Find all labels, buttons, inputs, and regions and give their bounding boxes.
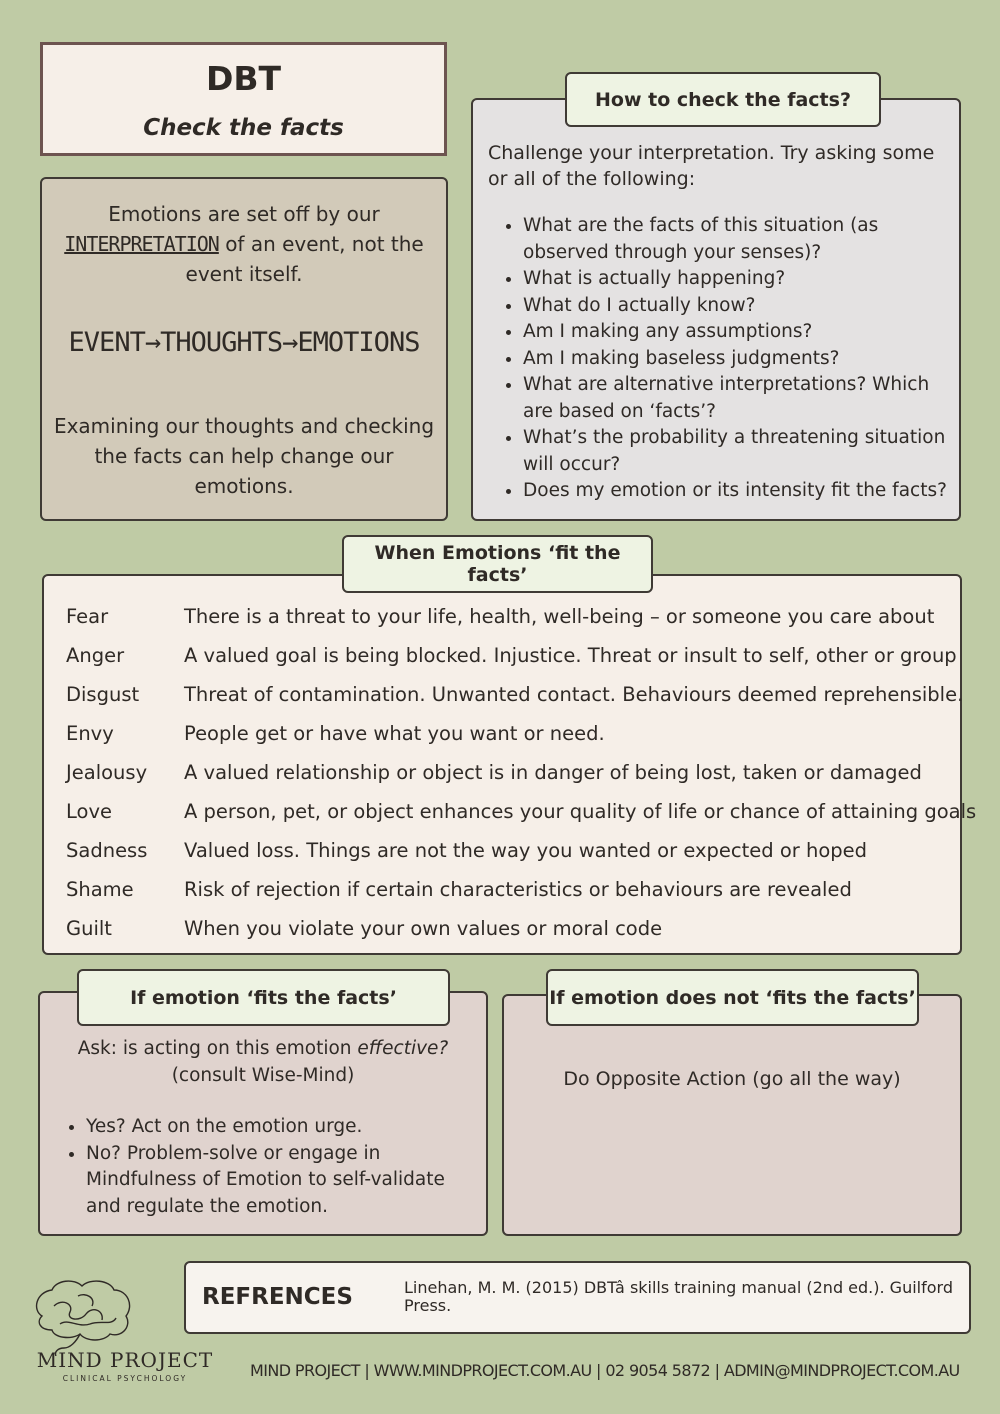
fit-facts-heading: When Emotions ‘fit the facts’ bbox=[342, 535, 653, 593]
intro-box bbox=[40, 177, 448, 521]
table-row bbox=[66, 714, 950, 753]
emotion-name: Shame bbox=[66, 878, 134, 901]
flow-arrow-icon: → bbox=[282, 327, 298, 358]
flow-thoughts: THOUGHTS bbox=[160, 327, 283, 358]
question-list bbox=[501, 213, 947, 505]
table-row bbox=[66, 831, 950, 870]
references-box bbox=[184, 1261, 971, 1334]
mind-project-logo bbox=[30, 1276, 220, 1388]
emotion-name: Jealousy bbox=[66, 761, 148, 784]
question-item: • Am I making baseless judgments? bbox=[523, 346, 947, 373]
references-text: Linehan, M. M. (2015) DBTâ skills training manual (2nd ed.). Guilford Press. bbox=[404, 1278, 953, 1315]
how-to-check-heading: How to check the facts? bbox=[565, 72, 881, 127]
table-row bbox=[66, 597, 950, 636]
intro-paragraph-1 bbox=[52, 199, 436, 289]
table-row bbox=[66, 636, 957, 675]
emotion-name: Guilt bbox=[66, 917, 112, 940]
emotion-name: Sadness bbox=[66, 839, 148, 862]
page-title: DBT bbox=[205, 59, 282, 98]
emotion-description: A valued goal is being blocked. Injustice. Threat or insult to self, other or group bbox=[184, 644, 957, 667]
flow-event: EVENT bbox=[68, 327, 145, 358]
table-row bbox=[66, 870, 950, 909]
question-item: • What’s the probability a threatening situation will occur? bbox=[523, 425, 947, 478]
intro-p1-before: Emotions are set off by our bbox=[108, 202, 380, 226]
question-item: • Am I making any assumptions? bbox=[523, 319, 947, 346]
if-fits-ask bbox=[50, 1035, 476, 1089]
intro-p1-after: of an event, not the event itself. bbox=[185, 232, 424, 286]
footer-contact: MIND PROJECT | WWW.MINDPROJECT.COM.AU | 02 9054 5872 | ADMIN@MINDPROJECT.COM.AU bbox=[250, 1361, 960, 1380]
emotion-description: A person, pet, or object enhances your quality of life or chance of attaining goals bbox=[184, 800, 977, 823]
emotion-description: When you violate your own values or moral code bbox=[184, 917, 663, 940]
emotion-name: Love bbox=[66, 800, 112, 823]
emotion-name: Envy bbox=[66, 722, 114, 745]
table-row bbox=[66, 753, 950, 792]
logo-subtitle: CLINICAL PSYCHOLOGY bbox=[62, 1374, 188, 1383]
interpretation-highlight: INTERPRETATION bbox=[64, 232, 219, 256]
table-row bbox=[66, 909, 950, 948]
intro-paragraph-2: Examining our thoughts and checking the facts can help change our emotions. bbox=[53, 414, 435, 498]
question-item: • What do I actually know? bbox=[523, 293, 947, 320]
how-to-check-box bbox=[471, 98, 961, 521]
list-item: • Yes? Act on the emotion urge. bbox=[86, 1114, 478, 1141]
emotion-description: Threat of contamination. Unwanted contact. Behaviours deemed reprehensible. bbox=[184, 683, 964, 706]
emotion-description: Valued loss. Things are not the way you wanted or expected or hoped bbox=[184, 839, 868, 862]
emotion-name: Fear bbox=[66, 605, 109, 628]
if-fits-box bbox=[38, 991, 488, 1236]
fit-facts-table bbox=[42, 574, 977, 955]
if-not-fits-heading: If emotion does not ‘fits the facts’ bbox=[546, 969, 919, 1026]
ask-text: Ask: is acting on this emotion bbox=[77, 1038, 352, 1059]
emotion-description: A valued relationship or object is in danger of being lost, taken or damaged bbox=[184, 761, 922, 784]
emotion-description: There is a threat to your life, health, well-being – or someone you care about bbox=[184, 605, 935, 628]
how-intro-text: Challenge your interpretation. Try asking some or all of the following: bbox=[488, 142, 935, 190]
emotion-name: Disgust bbox=[66, 683, 140, 706]
event-flow bbox=[42, 327, 446, 358]
question-item: • What is actually happening? bbox=[523, 266, 947, 293]
page-subtitle: Check the facts bbox=[143, 115, 344, 141]
title-box bbox=[40, 42, 447, 156]
ask-emphasis: effective? bbox=[357, 1038, 449, 1059]
if-fits-list bbox=[64, 1114, 478, 1220]
logo-name: MIND PROJECT bbox=[36, 1348, 214, 1372]
question-item: • Does my emotion or its intensity fit the facts? bbox=[523, 478, 947, 505]
brain-icon bbox=[30, 1276, 140, 1356]
if-fits-heading: If emotion ‘fits the facts’ bbox=[77, 969, 450, 1026]
ask-note: (consult Wise-Mind) bbox=[171, 1065, 355, 1086]
emotion-description: People get or have what you want or need. bbox=[184, 722, 605, 745]
question-item: • What are the facts of this situation (as observed through your senses)? bbox=[523, 213, 947, 266]
emotion-name: Anger bbox=[66, 644, 125, 667]
table-row bbox=[66, 792, 977, 831]
opposite-action-text: Do Opposite Action (go all the way) bbox=[563, 1068, 901, 1090]
if-not-fits-box bbox=[502, 994, 962, 1236]
references-title: REFRENCES bbox=[202, 1284, 353, 1310]
emotion-description: Risk of rejection if certain characteristics or behaviours are revealed bbox=[184, 878, 852, 901]
table-row bbox=[66, 675, 964, 714]
flow-emotions: EMOTIONS bbox=[297, 327, 420, 358]
list-item: • No? Problem-solve or engage in Mindfulness of Emotion to self-validate and regulate the emotion. bbox=[86, 1141, 478, 1221]
question-item: • What are alternative interpretations? Which are based on ‘facts’? bbox=[523, 372, 947, 425]
flow-arrow-icon: → bbox=[144, 327, 161, 358]
